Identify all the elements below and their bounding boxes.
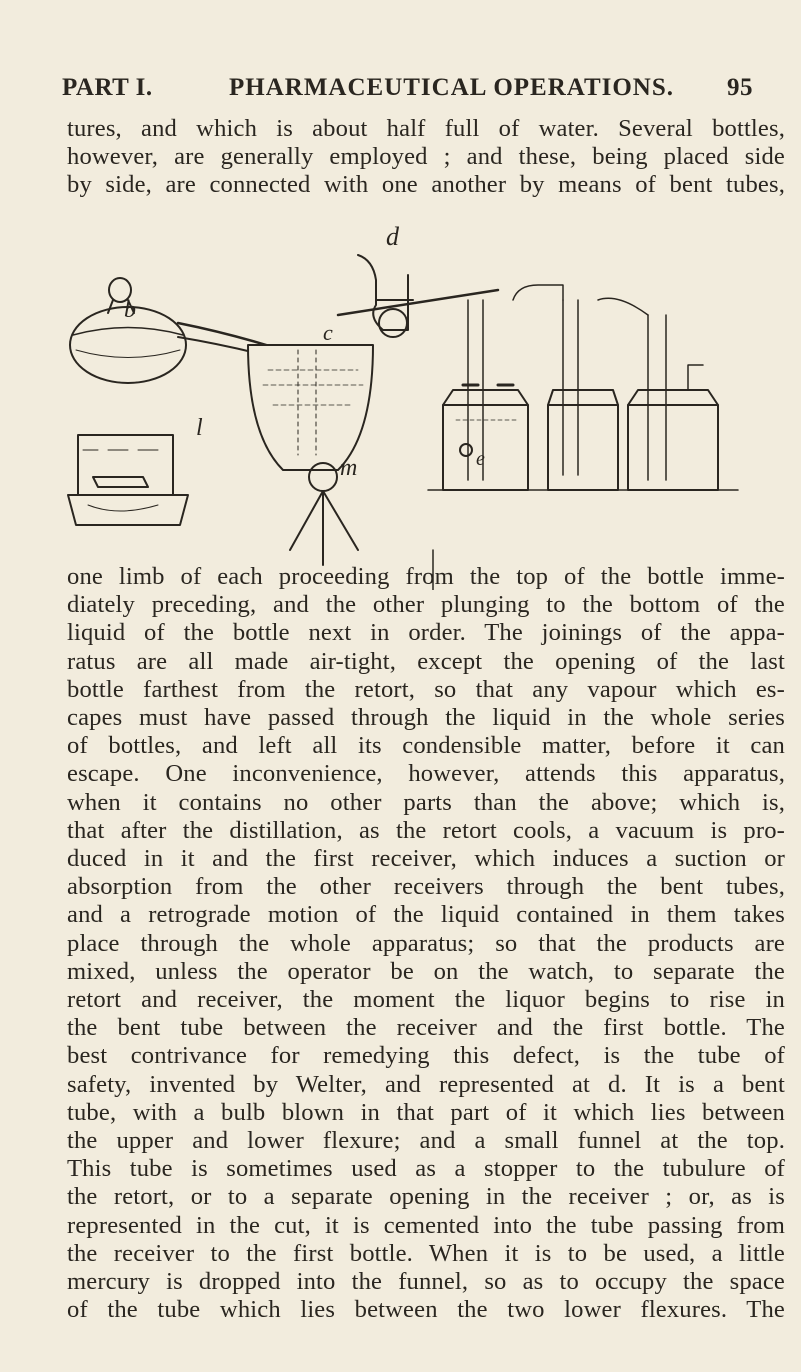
text-line: capes must have passed through the liquid in the whole series: [67, 704, 785, 732]
text-line: bottle farthest from the retort, so that any vapour which es-: [67, 675, 785, 703]
text-line: mercury is dropped into the funnel, so as to occupy the space: [67, 1268, 785, 1296]
part-label: PART I.: [62, 74, 153, 101]
text-line: tures, and which is about half full of water. Several bottles,: [67, 115, 785, 142]
label-d: d: [386, 222, 399, 251]
label-b: b: [124, 297, 136, 323]
text-line: of bottles, and left all its condensible matter, before it can: [67, 732, 785, 760]
text-line: one limb of each proceeding from the top of the bottle imme-: [67, 563, 785, 590]
text-line: retort and receiver, the moment the liquor begins to rise in: [67, 986, 785, 1014]
label-l: l: [196, 415, 203, 441]
woulfe-apparatus-figure: [58, 205, 748, 590]
text-line: that after the distillation, as the retort cools, a vacuum is pro-: [67, 816, 785, 844]
text-line: escape. One inconvenience, however, attends this apparatus,: [67, 760, 785, 788]
running-title: PHARMACEUTICAL OPERATIONS.: [229, 74, 675, 101]
text-line: the bent tube between the receiver and the first bottle. The: [67, 1014, 785, 1042]
text-line: however, are generally employed ; and these, being placed side: [67, 143, 785, 171]
text-line: and a retrograde motion of the liquid contained in them takes: [67, 901, 785, 929]
text-line: when it contains no other parts than the above; which is,: [67, 788, 785, 816]
text-line: tube, with a bulb blown in that part of it which lies between: [67, 1098, 785, 1126]
text-line: mixed, unless the operator be on the watch, to separate the: [67, 957, 785, 985]
text-line: of the tube which lies between the two lower flexures. The: [67, 1296, 785, 1324]
text-line: represented in the cut, it is cemented into the tube passing from: [67, 1211, 785, 1239]
text-line: place through the whole apparatus; so that the products are: [67, 929, 785, 957]
text-line: duced in it and the first receiver, which induces a suction or: [67, 845, 785, 873]
text-line: absorption from the other receivers through the bent tubes,: [67, 873, 785, 901]
text-line: This tube is sometimes used as a stopper to the tubulure of: [67, 1155, 785, 1183]
text-line: best contrivance for remedying this defect, is the tube of: [67, 1042, 785, 1070]
text-line: the receiver to the first bottle. When it is to be used, a little: [67, 1239, 785, 1267]
paragraph-body: [67, 563, 785, 1324]
text-line: ratus are all made air-tight, except the opening of the last: [67, 647, 785, 675]
text-line: the retort, or to a separate opening in the receiver ; or, as is: [67, 1183, 785, 1211]
text-line: the upper and lower flexure; and a small funnel at the top.: [67, 1127, 785, 1155]
text-line: safety, invented by Welter, and represented at d. It is a bent: [67, 1070, 785, 1098]
page-header: [62, 74, 761, 108]
furnace-drawing: [68, 435, 188, 525]
label-m: m: [340, 455, 358, 481]
text-line: liquid of the bottle next in order. The joinings of the appa-: [67, 619, 785, 647]
label-e: e: [476, 448, 485, 470]
text-line: diately preceding, and the other plunging to the bottom of the: [67, 591, 785, 619]
page-number: 95: [727, 74, 753, 101]
label-c: c: [323, 320, 333, 345]
woulfe-bottle-1: [443, 300, 528, 490]
paragraph-intro: [67, 115, 785, 200]
text-line: by side, are connected with one another by means of bent tubes,: [67, 171, 785, 199]
safety-tube-drawing: [338, 255, 498, 337]
